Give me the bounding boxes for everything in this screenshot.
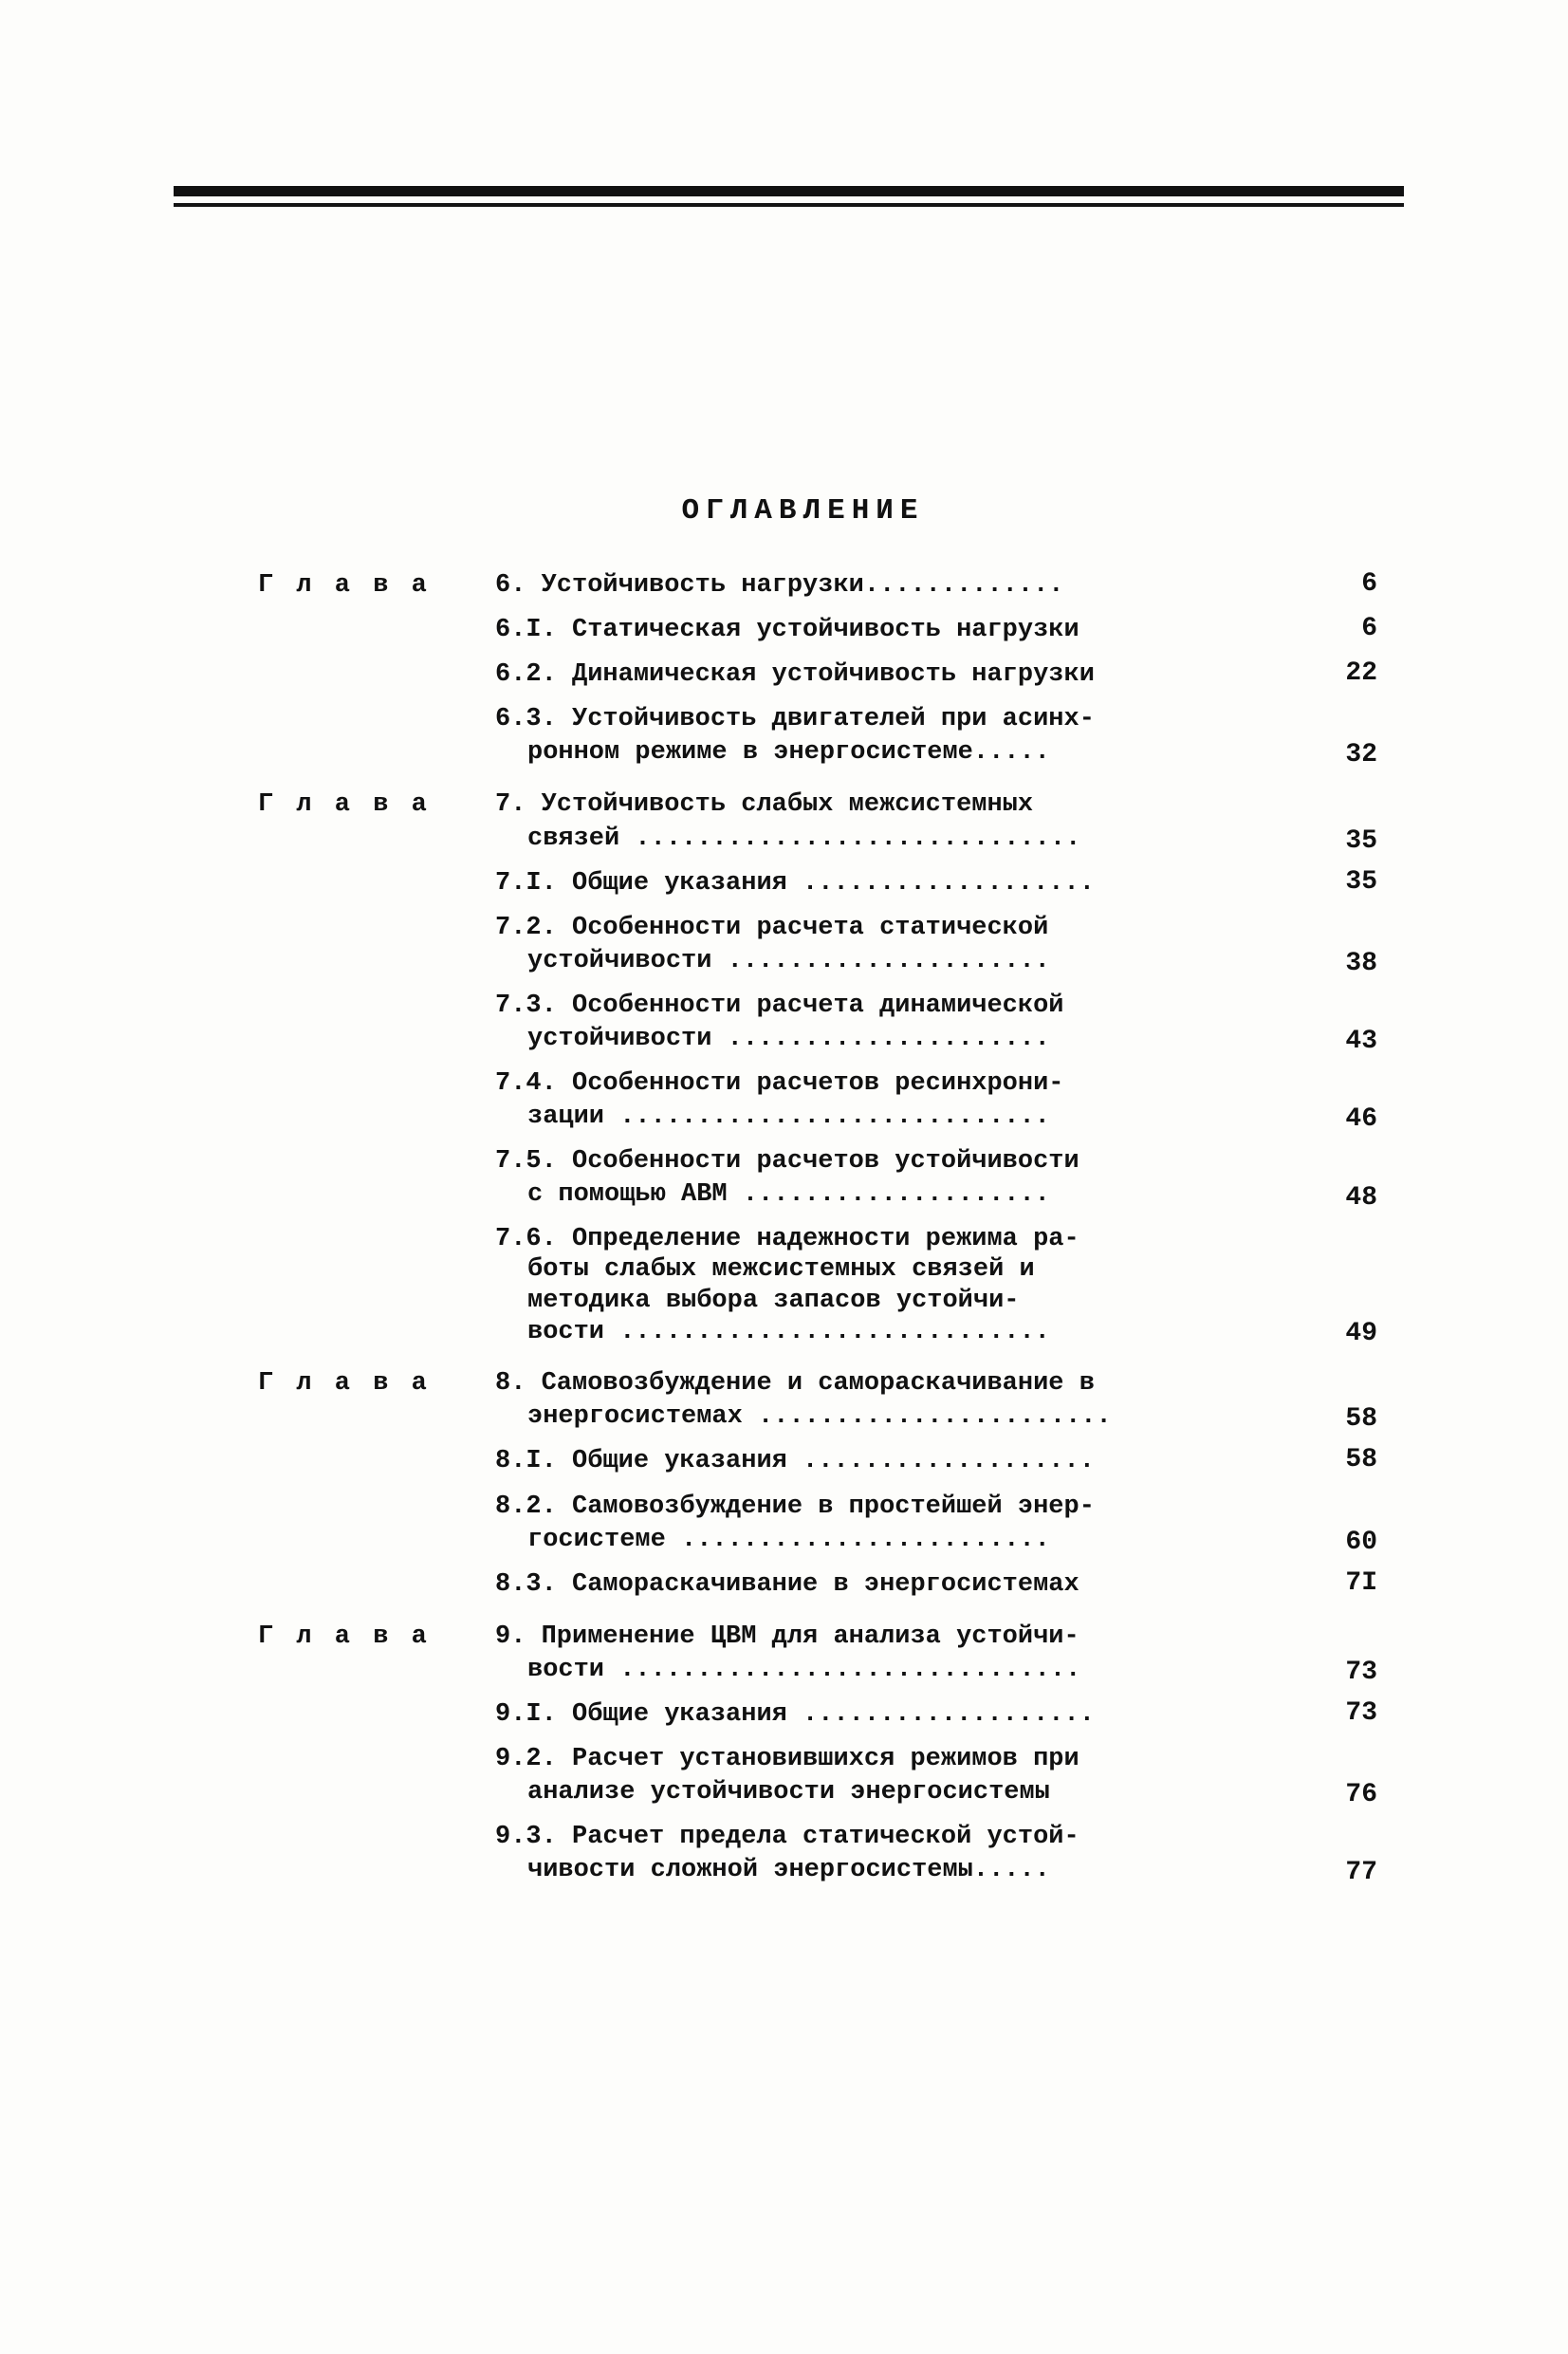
toc-chapter-label xyxy=(258,1568,495,1570)
toc-spacer xyxy=(258,1559,1377,1568)
toc-entry-text xyxy=(495,1743,1286,1809)
toc-page-number: 6 xyxy=(1361,614,1377,644)
toc-entry-line: 6.2. Динамическая устойчивость нагрузки xyxy=(495,660,1095,690)
toc-spacer xyxy=(258,1689,1377,1698)
toc-entry[interactable] xyxy=(258,912,1377,978)
toc-entry-line: 9.I. Общие указания ................... xyxy=(495,1700,1095,1729)
toc-entry-line: 6.I. Статическая устойчивость нагрузки xyxy=(495,616,1079,645)
toc-spacer xyxy=(258,1811,1377,1821)
toc-entry-text xyxy=(495,1698,1286,1732)
toc-entry-text xyxy=(495,1621,1286,1687)
toc-entry-line: энергосистемах ....................... xyxy=(527,1402,1112,1432)
toc-entry-text xyxy=(495,1445,1286,1478)
toc-entry[interactable] xyxy=(258,569,1377,602)
toc-entry-line: ронном режиме в энергосистеме..... xyxy=(527,738,1050,768)
toc-chapter-label xyxy=(258,867,495,869)
toc-spacer xyxy=(258,902,1377,912)
toc-entry-line: 7.I. Общие указания ................... xyxy=(495,868,1095,898)
toc-chapter-label xyxy=(258,703,495,705)
table-of-contents xyxy=(258,569,1377,1899)
toc-entry-line: анализе устойчивости энергосистемы xyxy=(527,1778,1050,1807)
toc-chapter-label xyxy=(258,1445,495,1447)
toc-entry-line: вости .............................. xyxy=(527,1655,1081,1684)
toc-entry[interactable] xyxy=(258,1821,1377,1887)
toc-entry-text xyxy=(495,1067,1286,1134)
toc-spacer xyxy=(258,858,1377,867)
toc-chapter-label xyxy=(258,658,495,660)
toc-spacer xyxy=(258,1136,1377,1145)
toc-entry[interactable] xyxy=(258,614,1377,647)
toc-entry-line: боты слабых межсистемных связей и xyxy=(527,1255,1035,1285)
toc-spacer xyxy=(258,1436,1377,1445)
toc-page-number: 77 xyxy=(1345,1858,1377,1888)
toc-entry-line: 6.3. Устойчивость двигателей при асинх- xyxy=(495,705,1095,734)
toc-spacer xyxy=(258,1058,1377,1067)
toc-entry[interactable] xyxy=(258,1698,1377,1732)
toc-spacer xyxy=(258,1889,1377,1899)
toc-entry[interactable] xyxy=(258,1568,1377,1602)
toc-spacer xyxy=(258,771,1377,788)
toc-page-number: 49 xyxy=(1345,1319,1377,1349)
toc-entry-line: 8.I. Общие указания ................... xyxy=(495,1447,1095,1476)
toc-page-number: 46 xyxy=(1345,1104,1377,1135)
page-title: ОГЛАВЛЕНИЕ xyxy=(681,494,925,528)
toc-page-number: 6 xyxy=(1361,569,1377,599)
toc-spacer xyxy=(258,649,1377,658)
toc-entry-text xyxy=(495,912,1286,978)
header-rule-gap xyxy=(174,196,1404,203)
toc-chapter-label xyxy=(258,1821,495,1823)
toc-entry-line: 7.2. Особенности расчета статической xyxy=(495,913,1049,942)
toc-entry-text xyxy=(495,1224,1286,1349)
toc-entry[interactable] xyxy=(258,1743,1377,1809)
toc-entry-text xyxy=(495,1367,1286,1434)
toc-page-number: 32 xyxy=(1345,740,1377,770)
toc-spacer xyxy=(258,694,1377,703)
toc-entry-line: зации ............................ xyxy=(527,1103,1050,1132)
toc-entry-text xyxy=(495,658,1286,692)
toc-entry[interactable] xyxy=(258,1491,1377,1557)
toc-entry-line: 8.2. Самовозбуждение в простейшей энер- xyxy=(495,1492,1095,1521)
toc-entry-line: чивости сложной энергосистемы..... xyxy=(527,1856,1050,1885)
toc-entry[interactable] xyxy=(258,1445,1377,1478)
toc-chapter-label xyxy=(258,614,495,616)
toc-page-number: 7I xyxy=(1345,1567,1377,1598)
toc-page-number: 76 xyxy=(1345,1780,1377,1810)
toc-page-number: 58 xyxy=(1345,1404,1377,1435)
toc-entry-line: устойчивости ..................... xyxy=(527,1025,1050,1054)
toc-page-number: 38 xyxy=(1345,948,1377,978)
toc-entry-line: устойчивости ..................... xyxy=(527,946,1050,975)
toc-chapter-label xyxy=(258,912,495,914)
toc-entry-line: 7.5. Особенности расчетов устойчивости xyxy=(495,1147,1079,1177)
toc-page-number: 43 xyxy=(1345,1027,1377,1057)
toc-spacer xyxy=(258,1733,1377,1743)
toc-entry-text xyxy=(495,1821,1286,1887)
header-rule-thin xyxy=(174,203,1404,207)
toc-page-number: 60 xyxy=(1345,1527,1377,1557)
toc-page-number: 58 xyxy=(1345,1445,1377,1475)
toc-entry-text xyxy=(495,867,1286,900)
toc-chapter-label xyxy=(258,1145,495,1147)
toc-page-number: 73 xyxy=(1345,1698,1377,1728)
toc-entry-line: 7.4. Особенности расчетов ресинхрони- xyxy=(495,1069,1064,1099)
toc-entry-line: 8. Самовозбуждение и самораскачивание в xyxy=(495,1369,1095,1399)
toc-page-number: 73 xyxy=(1345,1658,1377,1687)
toc-entry-line: госистеме ........................ xyxy=(527,1525,1050,1554)
toc-entry-line: 7.3. Особенности расчета динамической xyxy=(495,991,1064,1020)
toc-chapter-label: Г л а в а xyxy=(258,1622,431,1651)
toc-entry[interactable] xyxy=(258,703,1377,769)
toc-spacer xyxy=(258,1214,1377,1224)
toc-entry[interactable] xyxy=(258,1367,1377,1434)
toc-entry-text xyxy=(495,1145,1286,1212)
toc-spacer xyxy=(258,1481,1377,1491)
toc-spacer xyxy=(258,604,1377,614)
toc-entry-line: 6. Устойчивость нагрузки............. xyxy=(495,571,1064,600)
toc-entry-line: 7. Устойчивость слабых межсистемных xyxy=(495,790,1034,820)
toc-entry-text xyxy=(495,1568,1286,1602)
header-rule-thick xyxy=(174,186,1404,196)
toc-entry-text xyxy=(495,614,1286,647)
toc-chapter-label xyxy=(258,1743,495,1745)
toc-entry[interactable] xyxy=(258,990,1377,1056)
toc-entry[interactable] xyxy=(258,1067,1377,1134)
toc-entry[interactable] xyxy=(258,1224,1377,1349)
toc-entry-line: 9.3. Расчет предела статической устой- xyxy=(495,1823,1079,1852)
toc-chapter-label: Г л а в а xyxy=(258,571,431,600)
toc-chapter-label: Г л а в а xyxy=(258,1369,431,1399)
toc-entry-line: 9.2. Расчет установившихся режимов при xyxy=(495,1745,1079,1774)
toc-entry[interactable] xyxy=(258,1621,1377,1687)
toc-entry-line: методика выбора запасов устойчи- xyxy=(527,1287,1020,1316)
toc-spacer xyxy=(258,1350,1377,1367)
toc-page-number: 35 xyxy=(1345,825,1377,856)
toc-entry[interactable] xyxy=(258,1145,1377,1212)
toc-entry-text xyxy=(495,569,1286,602)
toc-spacer xyxy=(258,980,1377,990)
toc-entry-line: 8.3. Самораскачивание в энергосистемах xyxy=(495,1569,1079,1599)
toc-chapter-label: Г л а в а xyxy=(258,790,431,820)
toc-entry[interactable] xyxy=(258,788,1377,855)
toc-chapter-label xyxy=(258,990,495,992)
toc-entry-line: вости ............................ xyxy=(527,1318,1050,1347)
toc-entry-line: 7.6. Определение надежности режима ра- xyxy=(495,1224,1079,1253)
toc-entry-text xyxy=(495,990,1286,1056)
toc-chapter-label xyxy=(258,1067,495,1069)
toc-page-number: 22 xyxy=(1345,658,1377,689)
toc-spacer xyxy=(258,1603,1377,1621)
toc-entry-text xyxy=(495,1491,1286,1557)
toc-entry[interactable] xyxy=(258,867,1377,900)
toc-entry-text xyxy=(495,788,1286,855)
toc-entry-line: связей ............................. xyxy=(527,824,1081,853)
header-rule xyxy=(174,186,1404,207)
toc-page-number: 48 xyxy=(1345,1182,1377,1213)
toc-page-number: 35 xyxy=(1345,866,1377,897)
toc-chapter-label xyxy=(258,1224,495,1226)
toc-entry-line: с помощью АВМ .................... xyxy=(527,1180,1050,1210)
toc-entry-text xyxy=(495,703,1286,769)
toc-chapter-label xyxy=(258,1491,495,1492)
toc-entry[interactable] xyxy=(258,658,1377,692)
toc-chapter-label xyxy=(258,1698,495,1700)
toc-entry-line: 9. Применение ЦВМ для анализа устойчи- xyxy=(495,1622,1079,1651)
